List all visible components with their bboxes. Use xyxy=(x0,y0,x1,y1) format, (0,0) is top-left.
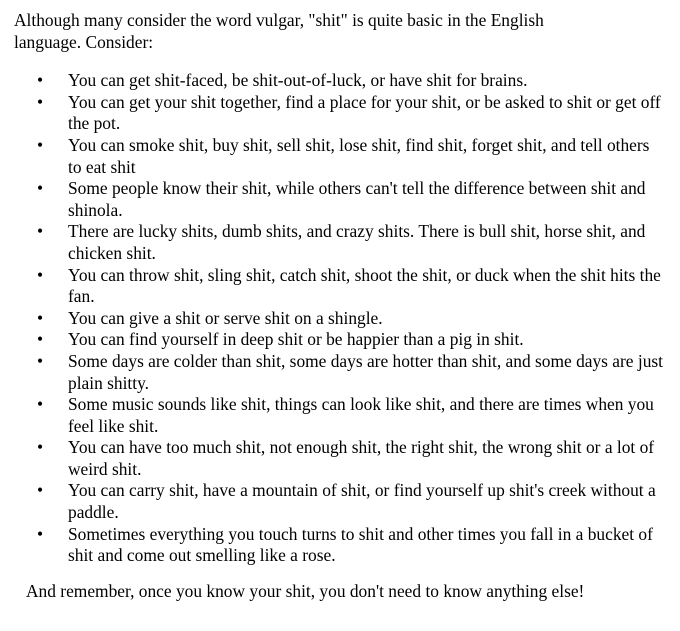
list-item-text: You can get your shit together, find a place for your shit, or be asked to shit or get off the pot. xyxy=(68,91,661,134)
list-item-text: You can throw shit, sling shit, catch shit, shoot the shit, or duck when the shit hits the fan. xyxy=(68,264,661,307)
list-item xyxy=(14,92,666,135)
list-item xyxy=(14,437,666,480)
bullet-icon: • xyxy=(37,437,44,458)
list-item-text: Sometimes everything you touch turns to shit and other times you fall in a bucket of shit and come out smelling like a rose. xyxy=(68,523,653,566)
list-item xyxy=(14,524,666,567)
list-item-text: You can smoke shit, buy shit, sell shit, lose shit, find shit, forget shit, and tell others to eat shit xyxy=(68,134,650,177)
bullet-icon: • xyxy=(37,329,44,350)
list-item xyxy=(14,70,666,92)
list-item xyxy=(14,178,666,221)
list-item-text: Some people know their shit, while others can't tell the difference between shit and shinola. xyxy=(68,178,646,220)
list-item xyxy=(14,480,666,523)
list-item xyxy=(14,135,666,178)
list-item-text: You can give a shit or serve shit on a shingle. xyxy=(68,307,383,328)
list-item-text: You can have too much shit, not enough shit, the right shit, the wrong shit or a lot of weird shit. xyxy=(68,437,655,479)
list-item-text: You can find yourself in deep shit or be happier than a pig in shit. xyxy=(68,329,524,350)
list-item-text: Some days are colder than shit, some days are hotter than shit, and some days are just plain shitty. xyxy=(68,350,663,393)
bullet-icon: • xyxy=(37,523,44,544)
list-item-text: There are lucky shits, dumb shits, and crazy shits. There is bull shit, horse shit, and chicken shit. xyxy=(68,221,646,263)
list-item xyxy=(14,265,666,308)
list-item xyxy=(14,221,666,264)
list-item-text: You can carry shit, have a mountain of shit, or find yourself up shit's creek without a paddle. xyxy=(68,480,656,523)
bullet-icon: • xyxy=(37,394,44,415)
bullet-icon: • xyxy=(37,134,44,155)
bullet-icon: • xyxy=(37,178,44,199)
intro-paragraph xyxy=(14,10,666,53)
bullet-icon: • xyxy=(37,480,44,501)
list-item xyxy=(14,308,666,330)
list-item xyxy=(14,329,666,351)
bullet-icon: • xyxy=(37,70,44,91)
bullet-icon: • xyxy=(37,350,44,371)
bullet-icon: • xyxy=(37,91,44,112)
closing-paragraph: And remember, once you know your shit, you don't need to know anything else! xyxy=(26,580,585,601)
bullet-icon: • xyxy=(37,221,44,242)
list-item xyxy=(14,351,666,394)
intro-line-1: Although many consider the word vulgar, "shit" is quite basic in the English xyxy=(14,10,544,30)
intro-line-2: language. Consider: xyxy=(14,31,154,52)
list-item-text: You can get shit-faced, be shit-out-of-luck, or have shit for brains. xyxy=(68,70,528,91)
bullet-list xyxy=(14,70,666,567)
list-item xyxy=(14,394,666,437)
list-item-text: Some music sounds like shit, things can look like shit, and there are times when you feel like shit. xyxy=(68,394,654,436)
bullet-icon: • xyxy=(37,264,44,285)
bullet-icon: • xyxy=(37,307,44,328)
